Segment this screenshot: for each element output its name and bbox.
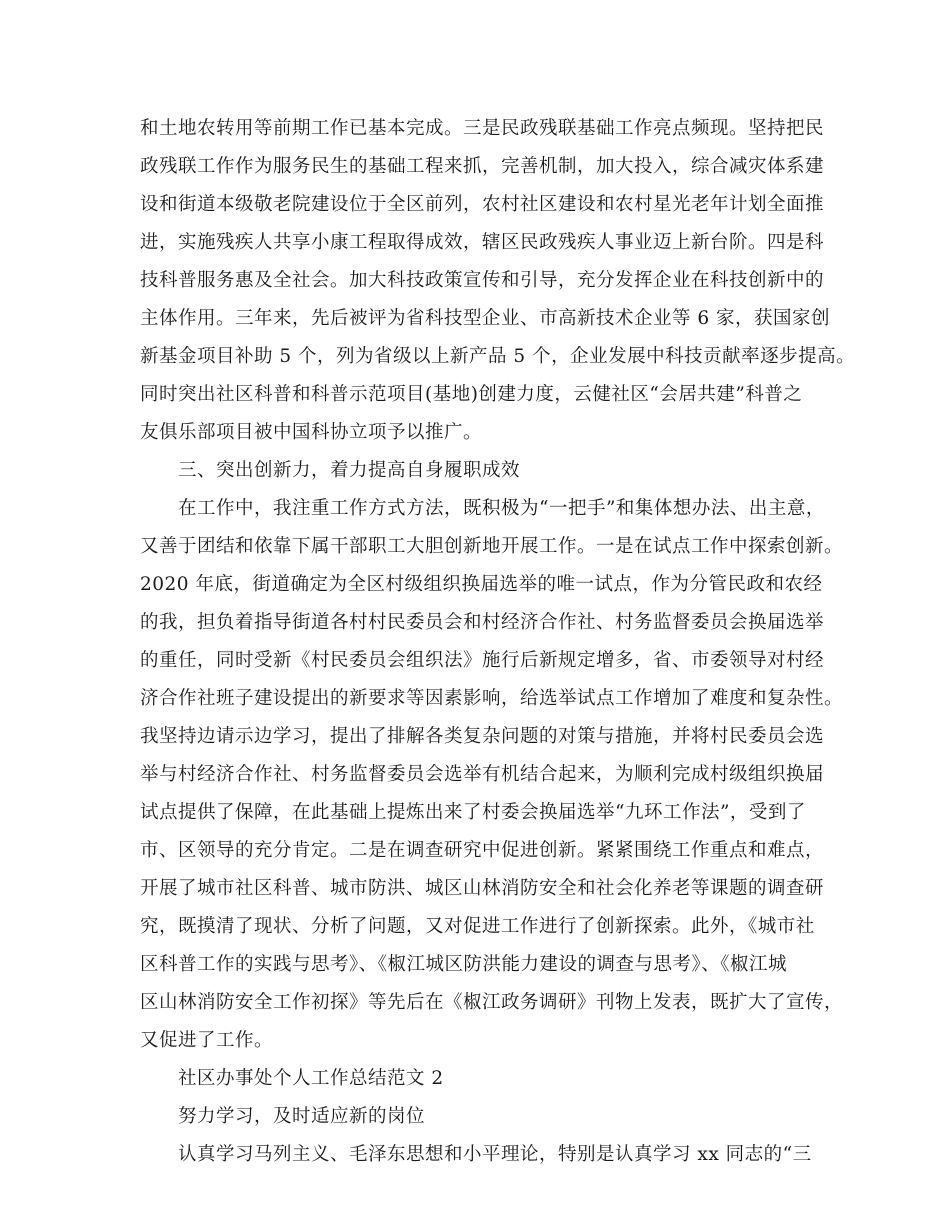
paragraph-line: 区科普工作的实践与思考》、《椒江城区防洪能力建设的调查与思考》、《椒江城 — [140, 954, 788, 975]
paragraph-line: 试点提供了保障，在此基础上提炼出来了村委会换届选举“九环工作法”，受到了 — [140, 802, 806, 823]
paragraph-line: 新基金项目补助 5 个，列为省级以上新产品 5 个，企业发展中科技贡献率逐步提高。 — [140, 346, 856, 367]
paragraph-line: 认真学习马列主义、毛泽东思想和小平理论，特别是认真学习 xx 同志的“三 — [178, 1144, 812, 1165]
paragraph-line: 又善于团结和依靠下属干部职工大胆创新地开展工作。一是在试点工作中探索创新。 — [140, 536, 844, 557]
paragraph-line: 同时突出社区科普和科普示范项目(基地)创建力度，云健社区“会居共建”科普之 — [140, 384, 803, 405]
paragraph-line: 技科普服务惠及全社会。加大科技政策宣传和引导，充分发挥企业在科技创新中的 — [140, 270, 825, 291]
paragraph-line: 的我，担负着指导街道各村村民委员会和村经济合作社、村务监督委员会换届选举 — [140, 612, 825, 633]
section-heading: 三、突出创新力，着力提高自身履职成效 — [178, 460, 521, 481]
section-heading: 努力学习，及时适应新的岗位 — [178, 1106, 426, 1127]
paragraph-line: 市、区领导的充分肯定。二是在调查研究中促进创新。紧紧围绕工作重点和难点， — [140, 840, 825, 861]
paragraph-line: 的重任，同时受新《村民委员会组织法》施行后新规定增多，省、市委领导对村经 — [140, 650, 825, 671]
paragraph-line: 我坚持边请示边学习，提出了排解各类复杂问题的对策与措施，并将村民委员会选 — [140, 726, 825, 747]
paragraph-line: 2020 年底，街道确定为全区村级组织换届选举的唯一试点，作为分管民政和农经 — [140, 574, 823, 595]
paragraph-line: 又促进了工作。 — [140, 1030, 274, 1051]
paragraph-line: 济合作社班子建设提出的新要求等因素影响，给选举试点工作增加了难度和复杂性。 — [140, 688, 844, 709]
paragraph-line: 友俱乐部项目被中国科协立项予以推广。 — [140, 422, 483, 443]
paragraph-line: 进，实施残疾人共享小康工程取得成效，辖区民政残疾人事业迈上新台阶。四是科 — [140, 232, 825, 253]
paragraph-line: 举与村经济合作社、村务监督委员会选举有机结合起来，为顺利完成村级组织换届 — [140, 764, 825, 785]
paragraph-line: 设和街道本级敬老院建设位于全区前列，农村社区建设和农村星光老年计划全面推 — [140, 194, 825, 215]
paragraph-line: 和土地农转用等前期工作已基本完成。三是民政残联基础工作亮点频现。坚持把民 — [140, 118, 825, 139]
paragraph-line: 主体作用。三年来，先后被评为省科技型企业、市高新技术企业等 6 家，获国家创 — [140, 308, 831, 329]
paragraph-line: 区山林消防安全工作初探》等先后在《椒江政务调研》刊物上发表，既扩大了宣传， — [140, 992, 844, 1013]
paragraph-line: 开展了城市社区科普、城市防洪、城区山林消防安全和社会化养老等课题的调查研 — [140, 878, 825, 899]
section-heading: 社区办事处个人工作总结范文 2 — [178, 1068, 444, 1089]
paragraph-line: 政残联工作作为服务民生的基础工程来抓，完善机制，加大投入，综合减灾体系建 — [140, 156, 825, 177]
paragraph-line: 在工作中，我注重工作方式方法，既积极为“一把手”和集体想办法、出主意， — [178, 498, 825, 519]
paragraph-line: 究，既摸清了现状、分析了问题，又对促进工作进行了创新探索。此外，《城市社 — [140, 916, 815, 937]
